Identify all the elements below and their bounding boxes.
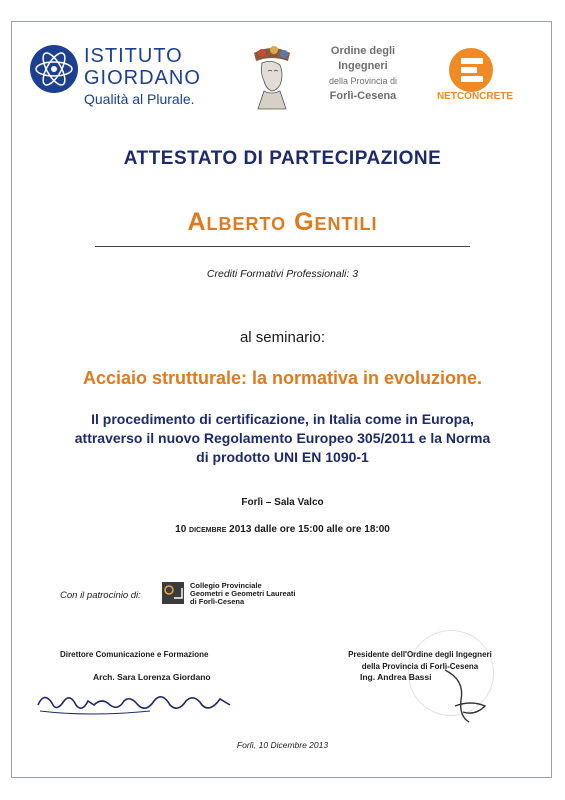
certificate-title: ATTESTATO DI PARTECIPAZIONE xyxy=(123,148,442,169)
seminar-intro: al seminario: xyxy=(239,329,326,346)
collegio-line: Collegio Provinciale xyxy=(190,581,262,590)
president-signature xyxy=(425,660,505,730)
ordine-ingegneri-logo xyxy=(312,44,414,104)
issue-date: Forlì, 10 Dicembre 2013 xyxy=(236,740,329,750)
divider xyxy=(95,246,470,247)
istituto-giordano-logo xyxy=(30,45,200,105)
seminar-description xyxy=(0,410,565,467)
description-line: Il procedimento di certificazione, in Italia come in Europa, xyxy=(91,411,474,427)
collegio-logo-icon xyxy=(162,582,184,604)
netconcrete-wordmark: NETCONCRETE xyxy=(436,91,514,102)
atom-icon xyxy=(30,45,78,93)
ordine-line-3: della Provincia di xyxy=(328,76,398,86)
event-date-time: dalle ore 15:00 alle ore 18:00 xyxy=(251,524,390,535)
president-role-line: della Provincia di Forlì-Cesena xyxy=(361,662,479,671)
patronage-label: Con il patrocinio di: xyxy=(60,590,141,601)
logo-line-2: GIORDANO xyxy=(84,67,201,89)
collegio-line: di Forlì-Cesena xyxy=(190,597,245,606)
seminar-title: Acciaio strutturale: la normativa in evoluzione. xyxy=(82,368,483,388)
netconcrete-e-icon xyxy=(449,48,493,92)
netconcrete-logo xyxy=(425,48,525,108)
ordine-line-2: Ingegneri xyxy=(338,60,388,72)
director-role: Direttore Comunicazione e Formazione xyxy=(60,650,209,659)
director-signature xyxy=(30,683,240,721)
president-role-line: Presidente dell'Ordine degli Ingegneri xyxy=(348,650,492,659)
logo-tagline: Qualità al Plurale. xyxy=(84,91,195,107)
event-date-day: 10 dicembre 2013 xyxy=(175,524,252,535)
description-line: attraverso il nuovo Regolamento Europeo 305/2011 e la Norma xyxy=(74,430,491,446)
logo-line-1: ISTITUTO xyxy=(84,45,183,67)
recipient-name: Alberto Gentili xyxy=(187,208,378,236)
collegio-name xyxy=(190,582,295,606)
president-name: Ing. Andrea Bassi xyxy=(360,672,432,682)
event-date xyxy=(0,524,565,535)
collegio-line: Geometri e Geometri Laureati xyxy=(190,589,296,598)
event-place: Forlì – Sala Valco xyxy=(241,497,324,508)
ordine-line-4: Forlì-Cesena xyxy=(329,90,397,102)
director-name: Arch. Sara Lorenza Giordano xyxy=(93,672,211,682)
ordine-emblem-icon xyxy=(240,45,304,111)
credits-text: Crediti Formativi Professionali: 3 xyxy=(206,268,359,280)
description-line: di prodotto UNI EN 1090-1 xyxy=(196,449,369,465)
ordine-line-1: Ordine degli xyxy=(330,45,396,57)
